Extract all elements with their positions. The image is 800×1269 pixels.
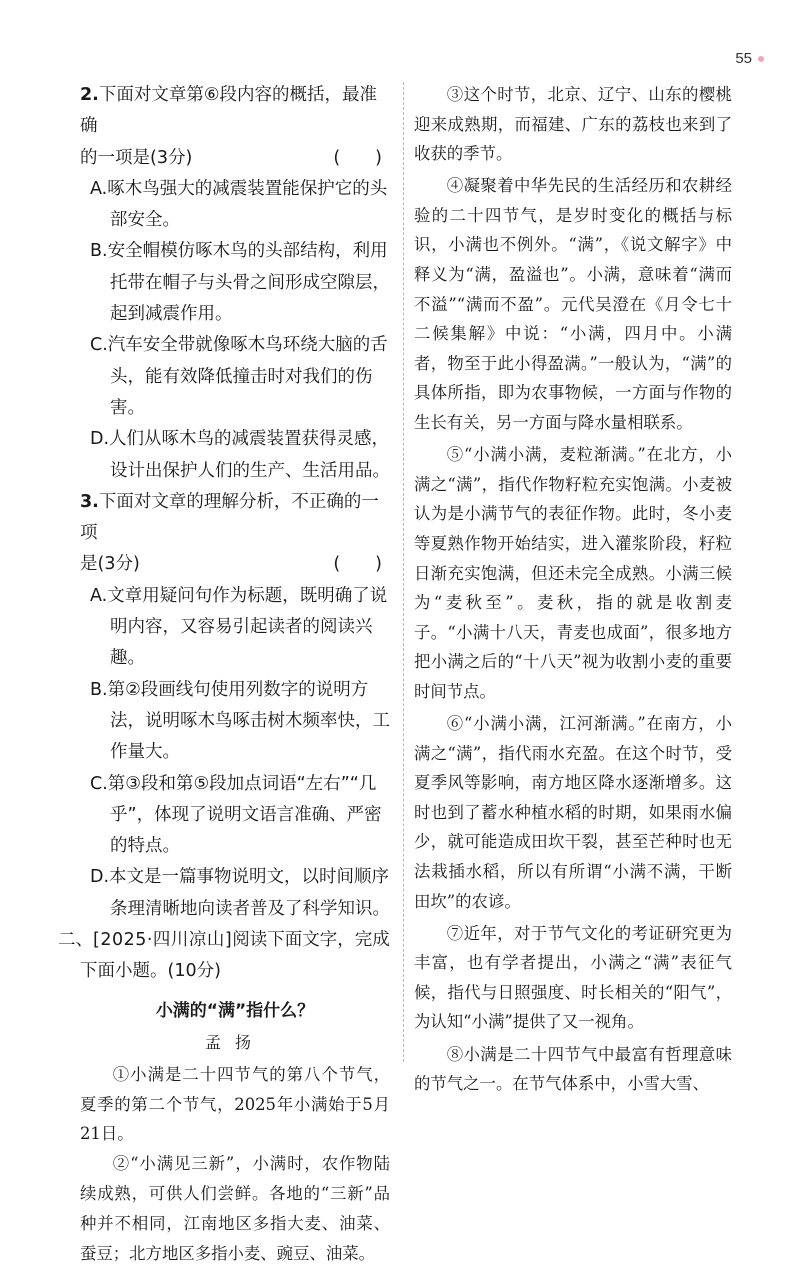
right-column	[414, 80, 732, 1101]
option-d: D.本文是一篇事物说明文，以时间顺序条理清晰地向读者普及了科学知识。	[90, 867, 390, 919]
article-author: 孟扬	[204, 1032, 265, 1052]
option-c: C.汽车安全带就像啄木鸟环绕大脑的舌头，能有效降低撞击时对我们的伤害。	[90, 335, 388, 418]
page-dot-icon	[758, 56, 764, 62]
article-paragraph: ④凝聚着中华先民的生活经历和农耕经验的二十四节气，是岁时变化的概括与标识，小满也不例外。“满”，《说文解字》中释义为“满，盈溢也”。小满，意味着“满而不溢”“满而不盈”。元代吴澄在《月令七十二候集解》中说：“小满，四月中。小满者，物至于此小得盈满。”一般认为，“满”的具体所指，即为农事物候，一方面与作物的生长有关，另一方面与降水量相联系。	[414, 176, 732, 433]
section-heading	[58, 925, 390, 956]
option-a: A.文章用疑问句作为标题，既明确了说明内容，又容易引起读者的阅读兴趣。	[90, 585, 388, 669]
answer-blank[interactable]: ( )	[333, 554, 382, 575]
option-b: B.第②段画线句使用列数字的说明方法，说明啄木鸟啄击树木频率快，工作量大。	[90, 679, 390, 763]
option-d: D.人们从啄木鸟的减震装置获得灵感，设计出保护人们的生产、生活用品。	[90, 429, 390, 481]
section-number: 二、	[58, 930, 93, 951]
question-stem	[80, 80, 390, 143]
question-stem-line1: 下面对文章的理解分析，不正确的一项	[80, 491, 379, 544]
article-paragraph: ⑦近年，对于节气文化的考证研究更为丰富，也有学者提出，小满之“满”表征气候，指代与日照强度、时长相关的“阳气”，为认知“小满”提供了又一视角。	[414, 923, 732, 1032]
question-3	[80, 487, 390, 925]
question-number: 3.	[80, 491, 99, 512]
article-title: 小满的“满”指什么？	[155, 1000, 315, 1021]
question-stem	[80, 143, 390, 174]
question-2	[80, 80, 390, 487]
article-paragraph: ①小满是二十四节气的第八个节气，夏季的第二个节气，2025年小满始于5月21日。	[80, 1064, 390, 1144]
column-divider	[403, 82, 404, 1062]
option-b: B.安全帽模仿啄木鸟的头部结构，利用托带在帽子与头骨之间形成空隙层，起到减震作用。	[90, 241, 390, 325]
question-stem-line2: 的一项是(3分)	[80, 147, 193, 168]
article-paragraph: ⑤“小满小满，麦粒渐满。”在北方，小满之“满”，指代作物籽粒充实饱满。小麦被认为是小满节气的表征作物。此时，冬小麦等夏熟作物开始结实，进入灌浆阶段，籽粒日渐充实饱满，但还未完全成熟。小满三候为“麦秋至”。麦秋，指的就是收割麦子。“小满十八天，青麦也成面”，很多地方把小满之后的“十八天”视为收割小麦的重要时间节点。	[414, 445, 732, 701]
source-tag: [2025·四川凉山]	[93, 930, 233, 951]
question-stem	[80, 487, 390, 550]
option-a: A.啄木鸟强大的减震装置能保护它的头部安全。	[90, 178, 388, 231]
article-paragraph: ⑧小满是二十四节气中最富有哲理意味的节气之一。在节气体系中，小雪大雪、	[414, 1044, 732, 1094]
article-paragraph: ②“小满见三新”，小满时，农作物陆续成熟，可供人们尝鲜。各地的“三新”品种并不相同，江南地区多指大麦、油菜、蚕豆；北方地区多指小麦、豌豆、油菜。	[80, 1154, 390, 1264]
section-instruction-line1: 阅读下面文字，完成	[232, 930, 390, 951]
page-number-text: 55	[735, 50, 752, 67]
option-c: C.第③段和第⑤段加点词语“左右”“几乎”，体现了说明文语言准确、严密的特点。	[90, 773, 382, 857]
question-number: 2.	[80, 85, 99, 105]
article-paragraph: ③这个时节，北京、辽宁、山东的樱桃迎来成熟期，而福建、广东的荔枝也来到了收获的季节。	[414, 85, 732, 164]
answer-blank[interactable]: ( )	[333, 147, 382, 168]
section-instruction-line2: 下面小题。(10分)	[80, 961, 221, 982]
article-paragraph: ⑥“小满小满，江河渐满。”在南方，小满之“满”，指代雨水充盈。在这个时节，受夏季风等影响，南方地区降水逐渐增多。这时也到了蓄水种植水稻的时期，如果雨水偏少，就可能造成田坎干裂，甚至芒种时也无法栽插水稻，所以有所谓“小满不满，干断田坎”的农谚。	[414, 713, 732, 911]
section-two	[58, 925, 390, 988]
question-stem-line2: 是(3分)	[80, 554, 140, 575]
question-stem-line1: 下面对文章第⑥段内容的概括，最准确	[80, 85, 378, 137]
question-stem	[80, 549, 390, 580]
page-number	[735, 50, 764, 67]
left-column	[58, 80, 390, 1269]
